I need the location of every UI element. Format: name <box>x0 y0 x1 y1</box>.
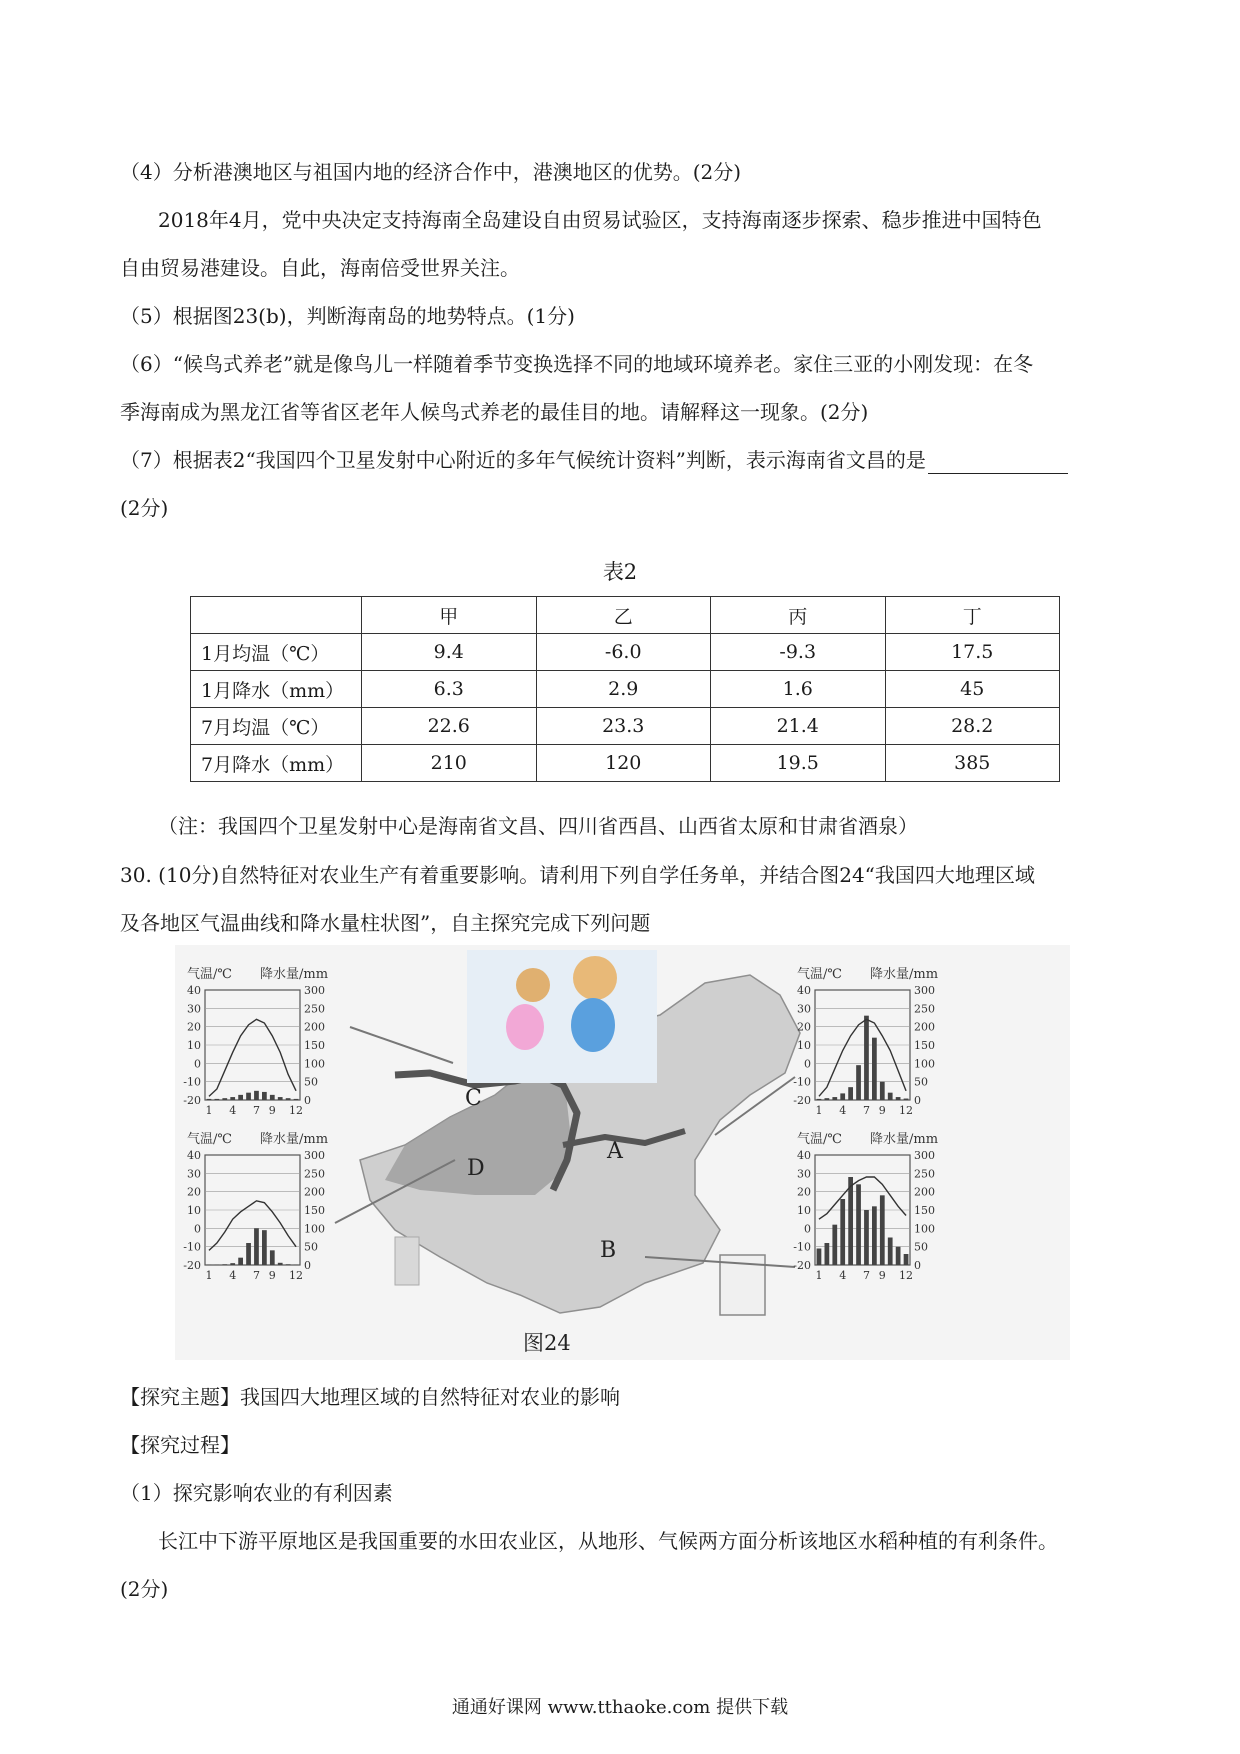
chart-b-temp-tick: 30 <box>797 1167 811 1181</box>
chart-a-month-tick: 7 <box>862 1104 870 1117</box>
chart-c-precip-tick: 100 <box>304 1057 325 1071</box>
chart-c-temp-tick: -10 <box>183 1075 201 1089</box>
chart-c-month-tick: 7 <box>252 1104 260 1117</box>
row-label: 7月均温（℃） <box>191 708 362 745</box>
inquiry-process: 【探究过程】 <box>120 1433 240 1457</box>
bear-blue-body <box>571 998 615 1052</box>
map-legend <box>395 1237 419 1285</box>
chart-b-precip-tick: 100 <box>914 1222 935 1236</box>
chart-b-precip-bar <box>880 1195 885 1265</box>
climate-table <box>190 596 1060 782</box>
chart-c-month-tick: 9 <box>268 1104 276 1117</box>
chart-a-precip-bar <box>864 1016 869 1100</box>
column-header: 甲 <box>362 597 537 634</box>
illustration-background <box>467 950 657 1083</box>
chart-d-temp-tick: 30 <box>187 1167 201 1181</box>
chart-a-temp-tick: 40 <box>797 984 811 997</box>
hainan-intro-line-1: 2018年4月，党中央决定支持海南全岛建设自由贸易试验区，支持海南逐步探索、稳步推进中国特色 <box>158 208 1042 232</box>
leader-line-c <box>350 1027 453 1063</box>
region-label-d: D <box>467 1156 485 1181</box>
chart-d-precip-tick: 0 <box>304 1259 311 1272</box>
figure-24-drawing <box>175 945 1070 1360</box>
chart-c-precip-bar <box>230 1097 235 1100</box>
bear-pink-body <box>506 1004 544 1050</box>
chart-d-precip-bar <box>278 1263 283 1265</box>
chart-c-temp-tick: 40 <box>187 984 201 997</box>
chart-d-month-tick: 9 <box>268 1269 276 1282</box>
chart-d-temp-curve <box>209 1201 296 1251</box>
chart-b-precip-tick: 50 <box>914 1240 928 1254</box>
chart-d-temp-tick: 10 <box>187 1204 201 1217</box>
chart-d-temp-tick: -20 <box>183 1259 201 1272</box>
chart-c-temp-tick: 20 <box>187 1020 201 1034</box>
chart-d-temp-tick: 40 <box>187 1149 201 1162</box>
chart-a-precip-bar <box>880 1082 885 1100</box>
chart-a-temp-tick: -20 <box>793 1094 811 1107</box>
row-label: 7月降水（mm） <box>191 745 362 782</box>
chart-a-precip-axis-label: 降水量/mm <box>870 967 939 982</box>
chart-a-precip-bar <box>896 1097 901 1100</box>
chart-b-month-tick: 12 <box>899 1269 914 1282</box>
chart-c-temp-tick: 10 <box>187 1039 201 1052</box>
chart-a-precip-tick: 250 <box>914 1002 935 1016</box>
chart-d-month-tick: 4 <box>229 1269 237 1282</box>
chart-a-temp-tick: 10 <box>797 1039 811 1052</box>
chart-b-precip-bar <box>832 1225 837 1265</box>
table-cell: 210 <box>362 745 537 782</box>
chart-c-temp-tick: -20 <box>183 1094 201 1107</box>
chart-a-precip-bar <box>848 1087 853 1100</box>
chart-a-precip-bar <box>904 1099 909 1100</box>
chart-a-precip-tick: 200 <box>914 1020 935 1034</box>
chart-b-temp-tick: -10 <box>793 1240 811 1254</box>
chart-b-month-tick: 9 <box>878 1269 886 1282</box>
chart-c-month-tick: 12 <box>289 1104 304 1117</box>
row-label: 1月均温（℃） <box>191 634 362 671</box>
chart-d-precip-bar <box>222 1264 227 1265</box>
question-4: （4）分析港澳地区与祖国内地的经济合作中，港澳地区的优势。(2分) <box>120 160 742 184</box>
chart-a-temp-curve <box>819 1019 906 1096</box>
chart-b-precip-axis-label: 降水量/mm <box>870 1132 939 1147</box>
hainan-intro-line-2: 自由贸易港建设。自此，海南倍受世界关注。 <box>120 256 520 280</box>
chart-d-precip-bar <box>286 1264 291 1265</box>
chart-d-temp-tick: 0 <box>194 1222 201 1236</box>
chart-d-precip-tick: 100 <box>304 1222 325 1236</box>
table-cell: 1.6 <box>711 671 886 708</box>
chart-c-precip-tick: 0 <box>304 1094 311 1107</box>
chart-b-month-tick: 4 <box>839 1269 847 1282</box>
chart-d-month-tick: 1 <box>205 1269 213 1282</box>
region-label-a: A <box>607 1139 623 1164</box>
figure-24 <box>175 945 1070 1360</box>
chart-a-temp-tick: 20 <box>797 1020 811 1034</box>
table-cell: 6.3 <box>362 671 537 708</box>
bear-pink-head <box>516 968 550 1002</box>
table-cell: -6.0 <box>536 634 711 671</box>
chart-d-precip-tick: 250 <box>304 1167 325 1181</box>
chart-b-temp-tick: 0 <box>804 1222 811 1236</box>
table-cell: 120 <box>536 745 711 782</box>
chart-d-precip-bar <box>246 1243 251 1265</box>
inquiry-part-1: （1）探究影响农业的有利因素 <box>120 1481 393 1505</box>
chart-b-precip-bar <box>825 1243 830 1265</box>
chart-c-temp-tick: 30 <box>187 1002 201 1016</box>
chart-b-precip-bar <box>872 1206 877 1265</box>
chart-d-precip-bar <box>238 1258 243 1265</box>
question-7-line-2: (2分) <box>120 496 169 520</box>
chart-d-temp-tick: 20 <box>187 1185 201 1199</box>
chart-b-precip-bar <box>817 1249 822 1266</box>
chart-c-temp-curve <box>209 1019 296 1096</box>
chart-c-precip-bar <box>278 1097 283 1100</box>
chart-b-precip-bar <box>904 1254 909 1265</box>
chart-b-temp-tick: -20 <box>793 1259 811 1272</box>
chart-a-precip-bar <box>856 1065 861 1100</box>
chart-c-month-tick: 4 <box>229 1104 237 1117</box>
chart-b-precip-bar <box>864 1210 869 1265</box>
chart-c-temp-axis-label: 气温/℃ <box>187 967 232 982</box>
question-5: （5）根据图23(b)，判断海南岛的地势特点。(1分) <box>120 304 575 328</box>
inquiry-part-1-text: 长江中下游平原地区是我国重要的水田农业区，从地形、气候两方面分析该地区水稻种植的有利条件。 <box>158 1529 1058 1553</box>
chart-a-precip-bar <box>825 1098 830 1100</box>
chart-c-precip-tick: 50 <box>304 1075 318 1089</box>
chart-d-precip-tick: 150 <box>304 1204 325 1217</box>
chart-d-month-tick: 7 <box>252 1269 260 1282</box>
question-7-text: （7）根据表2“我国四个卫星发射中心附近的多年气候统计资料”判断，表示海南省文昌的是 <box>120 448 926 472</box>
table-cell: 22.6 <box>362 708 537 745</box>
chart-a-temp-tick: 30 <box>797 1002 811 1016</box>
table-row <box>191 671 1060 708</box>
bear-blue-head <box>573 956 617 1000</box>
table-cell: 2.9 <box>536 671 711 708</box>
table-caption: 表2 <box>602 560 638 584</box>
chart-b-precip-bar <box>888 1238 893 1266</box>
chart-c-precip-tick: 300 <box>304 984 325 997</box>
table-row <box>191 708 1060 745</box>
chart-a-month-tick: 9 <box>878 1104 886 1117</box>
region-label-b: B <box>600 1238 617 1263</box>
chart-a-temp-tick: 0 <box>804 1057 811 1071</box>
chart-d-temp-axis-label: 气温/℃ <box>187 1132 232 1147</box>
chart-d-precip-tick: 50 <box>304 1240 318 1254</box>
running-bears-illustration <box>467 950 657 1083</box>
chart-c-precip-tick: 150 <box>304 1039 325 1052</box>
table-cell: 9.4 <box>362 634 537 671</box>
chart-c-precip-tick: 200 <box>304 1020 325 1034</box>
chart-b-month-tick: 7 <box>862 1269 870 1282</box>
chart-b-temp-tick: 10 <box>797 1204 811 1217</box>
chart-a-precip-bar <box>872 1038 877 1100</box>
table-note: （注：我国四个卫星发射中心是海南省文昌、四川省西昌、山西省太原和甘肃省酒泉） <box>158 814 918 838</box>
chart-a-precip-tick: 0 <box>914 1094 921 1107</box>
chart-c-precip-bar <box>262 1092 267 1100</box>
chart-a-precip-tick: 100 <box>914 1057 935 1071</box>
chart-a-month-tick: 12 <box>899 1104 914 1117</box>
column-header: 丙 <box>711 597 886 634</box>
chart-c-precip-bar <box>286 1098 291 1100</box>
chart-d-precip-tick: 200 <box>304 1185 325 1199</box>
chart-b-precip-tick: 200 <box>914 1185 935 1199</box>
chart-c-precip-axis-label: 降水量/mm <box>260 967 329 982</box>
chart-d-precip-bar <box>262 1230 267 1265</box>
chart-b-precip-bar <box>856 1184 861 1265</box>
chart-a-month-tick: 1 <box>815 1104 823 1117</box>
table-row <box>191 745 1060 782</box>
table-cell: -9.3 <box>711 634 886 671</box>
table-cell: 45 <box>885 671 1060 708</box>
question-30-line-2: 及各地区气温曲线和降水量柱状图”，自主探究完成下列问题 <box>120 911 651 935</box>
chart-d-precip-bar <box>270 1250 275 1265</box>
chart-d-precip-axis-label: 降水量/mm <box>260 1132 329 1147</box>
chart-c-precip-bar <box>254 1091 259 1100</box>
table-cell: 23.3 <box>536 708 711 745</box>
chart-c-precip-bar <box>238 1095 243 1100</box>
chart-a-precip-bar <box>832 1097 837 1100</box>
chart-c-precip-bar <box>246 1093 251 1100</box>
chart-a-precip-tick: 150 <box>914 1039 935 1052</box>
chart-b-precip-tick: 0 <box>914 1259 921 1272</box>
chart-a-precip-tick: 50 <box>914 1075 928 1089</box>
chart-b-precip-tick: 300 <box>914 1149 935 1162</box>
chart-c-precip-tick: 250 <box>304 1002 325 1016</box>
chart-a-month-tick: 4 <box>839 1104 847 1117</box>
answer-blank[interactable] <box>928 451 1068 474</box>
chart-d-precip-bar <box>230 1263 235 1265</box>
table-header-row <box>191 597 1060 634</box>
chart-a-precip-bar <box>888 1093 893 1100</box>
chart-d-month-tick: 12 <box>289 1269 304 1282</box>
chart-b-month-tick: 1 <box>815 1269 823 1282</box>
chart-d-temp-tick: -10 <box>183 1240 201 1254</box>
chart-c-precip-bar <box>270 1095 275 1100</box>
table-cell: 28.2 <box>885 708 1060 745</box>
chart-c-precip-bar <box>215 1099 220 1100</box>
inquiry-theme: 【探究主题】我国四大地理区域的自然特征对农业的影响 <box>120 1385 620 1409</box>
chart-b-temp-axis-label: 气温/℃ <box>797 1132 842 1147</box>
chart-b-temp-tick: 20 <box>797 1185 811 1199</box>
chart-a-temp-axis-label: 气温/℃ <box>797 967 842 982</box>
chart-d-precip-tick: 300 <box>304 1149 325 1162</box>
chart-b-precip-bar <box>896 1247 901 1265</box>
column-header: 丁 <box>885 597 1060 634</box>
question-7-line-1 <box>120 446 1130 474</box>
question-30-line-1: 30. (10分)自然特征对农业生产有着重要影响。请利用下列自学任务单，并结合图24“我国四大地理区域 <box>120 863 1035 887</box>
chart-c-temp-tick: 0 <box>194 1057 201 1071</box>
chart-a-precip-tick: 300 <box>914 984 935 997</box>
page-footer: 通通好课网 www.tthaoke.com 提供下载 <box>451 1697 789 1718</box>
chart-d-precip-bar <box>254 1228 259 1265</box>
table-cell: 385 <box>885 745 1060 782</box>
chart-a-precip-bar <box>817 1099 822 1100</box>
chart-c-precip-bar <box>207 1099 212 1100</box>
chart-b-temp-curve <box>819 1177 906 1219</box>
chart-b-precip-tick: 150 <box>914 1204 935 1217</box>
row-label: 1月降水（mm） <box>191 671 362 708</box>
chart-a-precip-bar <box>840 1093 845 1100</box>
figure-caption: 图24 <box>523 1331 571 1355</box>
table-cell: 19.5 <box>711 745 886 782</box>
region-label-c: C <box>465 1086 482 1111</box>
table-corner-cell <box>191 597 362 634</box>
column-header: 乙 <box>536 597 711 634</box>
chart-b-precip-tick: 250 <box>914 1167 935 1181</box>
chart-b-precip-bar <box>840 1199 845 1265</box>
table-row <box>191 634 1060 671</box>
table-cell: 21.4 <box>711 708 886 745</box>
chart-c-precip-bar <box>222 1098 227 1100</box>
chart-c-month-tick: 1 <box>205 1104 213 1117</box>
chart-b-temp-tick: 40 <box>797 1149 811 1162</box>
inquiry-part-1-score: (2分) <box>120 1577 169 1601</box>
question-6-line-2: 季海南成为黑龙江省等省区老年人候鸟式养老的最佳目的地。请解释这一现象。(2分) <box>120 400 869 424</box>
chart-b-precip-bar <box>848 1177 853 1265</box>
table-cell: 17.5 <box>885 634 1060 671</box>
chart-c-precip-bar <box>294 1099 299 1100</box>
chart-a-temp-tick: -10 <box>793 1075 811 1089</box>
question-6-line-1: （6）“候鸟式养老”就是像鸟儿一样随着季节变换选择不同的地域环境养老。家住三亚的小刚发现：在冬 <box>120 352 1034 376</box>
